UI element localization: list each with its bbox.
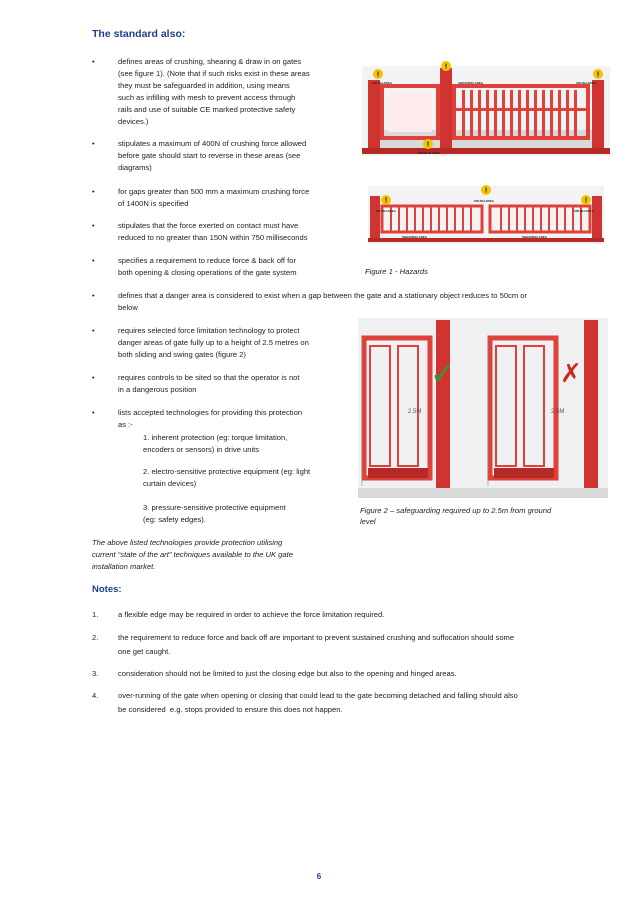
bullet-text: requires selected force limitation technology to protect danger areas of gate fully up to a height of 2.5 metres on both sliding and swing gates (figure 2)	[118, 326, 309, 359]
shearing-area-label: SHEARING AREA	[522, 235, 548, 239]
note-item	[92, 631, 612, 659]
shearing-area-label: SHEARING AREA	[402, 235, 428, 239]
note-number: 1.	[92, 610, 99, 619]
bullet-item	[92, 220, 362, 246]
sub-item: 1. inherent protection (eg: torque limitation, encoders or sensors) in drive units	[143, 433, 288, 454]
note-text: consideration should not be limited to just the closing edge but also to the opening and hinged areas.	[118, 669, 457, 678]
section-heading-standard: The standard also:	[92, 28, 186, 40]
bullet-mark: •	[92, 139, 95, 148]
closing-paragraph: The above listed technologies provide protection utilising current “state of the art” techniques available to the UK gate installation market.	[92, 538, 293, 571]
bullet-mark: •	[92, 256, 95, 265]
bullet-item	[92, 255, 362, 281]
svg-text:!: !	[584, 197, 588, 205]
warning-icon	[373, 69, 383, 79]
note-item	[92, 689, 612, 717]
bullet-mark: •	[92, 291, 95, 300]
crush-area-label: CRUSH AREA	[372, 81, 392, 85]
bullet-text: for gaps greater than 500 mm a maximum crushing force of 1400N is specified	[118, 187, 310, 208]
note-item	[92, 608, 612, 622]
sub-item: 3. pressure-sensitive protective equipment (eg: safety edges).	[143, 503, 286, 524]
bullet-mark: •	[92, 326, 95, 335]
crush-area-label: CRUSH AREA	[474, 199, 494, 203]
bullet-item	[92, 186, 362, 212]
page-number: 6	[316, 872, 322, 881]
svg-text:!: !	[444, 63, 448, 71]
note-number: 4.	[92, 691, 99, 700]
shearing-area-label: SHEARING AREA	[458, 81, 484, 85]
bullet-item	[92, 56, 362, 130]
crush-area-label: CRUSH AREA	[574, 209, 594, 213]
svg-text:!: !	[384, 197, 388, 205]
note-item	[92, 667, 612, 681]
cross-icon: ✗	[560, 359, 582, 389]
note-text: over-running of the gate when opening or closing that could lead to the gate becoming detached and falling should also be considered e.g. stops provided to ensure this does not happen.	[118, 691, 518, 714]
note-number: 2.	[92, 633, 99, 642]
bullet-mark: •	[92, 408, 95, 417]
bullet-item	[92, 290, 612, 316]
bullet-text: lists accepted technologies for providing this protection as :-	[118, 408, 303, 429]
bullet-item	[92, 407, 362, 433]
warning-icon	[441, 61, 451, 71]
svg-text:!: !	[426, 141, 430, 149]
sub-item: 2. electro-sensitive protective equipment (eg: light curtain devices)	[143, 467, 311, 488]
figure-2-caption: Figure 2 – safeguarding required up to 2.5m from ground level	[360, 506, 552, 526]
warning-icon	[593, 69, 603, 79]
height-label: 2.5M	[408, 409, 422, 415]
bullet-text: specifies a requirement to reduce force & back off for both opening & closing operations of the gate system	[118, 256, 297, 277]
svg-text:!: !	[376, 71, 380, 79]
draw-in-area-label: DRAW IN AREA	[418, 151, 441, 155]
bullet-text: defines that a danger area is considered to exist when a gap between the gate and a stationary object reduces to 50cm or below	[118, 291, 528, 312]
crush-area-label: CRUSH AREA	[376, 209, 396, 213]
bullet-mark: •	[92, 187, 95, 196]
bullet-item	[92, 372, 362, 398]
bullet-mark: •	[92, 373, 95, 382]
sliding-gate-illustration	[362, 63, 610, 156]
note-text: the requirement to reduce force and back off are important to prevent sustained crushing and suffocation should some one get caught.	[118, 633, 515, 656]
bullet-mark: •	[92, 221, 95, 230]
bullet-text: stipulates a maximum of 400N of crushing force allowed before gate should start to reverse in these areas (see diagrams)	[118, 139, 307, 172]
note-text: a flexible edge may be required in order to achieve the force limitation required.	[118, 610, 385, 619]
note-number: 3.	[92, 669, 99, 678]
warning-icon	[423, 139, 433, 149]
svg-text:!: !	[484, 187, 488, 195]
warning-icon	[481, 185, 491, 195]
crush-area-label: CRUSH AREA	[576, 81, 596, 85]
bullet-mark: •	[92, 57, 95, 66]
bullet-item	[92, 138, 362, 176]
bullet-text: requires controls to be sited so that the operator is not in a dangerous position	[118, 373, 300, 394]
figure-1-hazards	[362, 60, 610, 250]
figure-2-safeguarding	[358, 318, 608, 498]
warning-icon	[381, 195, 391, 205]
bullet-item	[92, 325, 362, 363]
notes-heading: Notes:	[92, 584, 122, 595]
bullet-text: stipulates that the force exerted on contact must have reduced to no greater than 150N within 750 milliseconds	[118, 221, 308, 242]
figure-1-caption: Figure 1 - Hazards	[365, 267, 428, 276]
svg-text:!: !	[596, 71, 600, 79]
check-icon: ✓	[430, 357, 456, 392]
height-label: 2.5M	[551, 409, 565, 415]
warning-icon	[581, 195, 591, 205]
bullet-text: defines areas of crushing, shearing & draw in on gates (see figure 1). (Note that if such risks exist in these areas they must be safeguarded in addition, using means such as infilling with mesh to prevent access through rails and use of suitable CE marked protective safety devices.)	[118, 57, 310, 126]
